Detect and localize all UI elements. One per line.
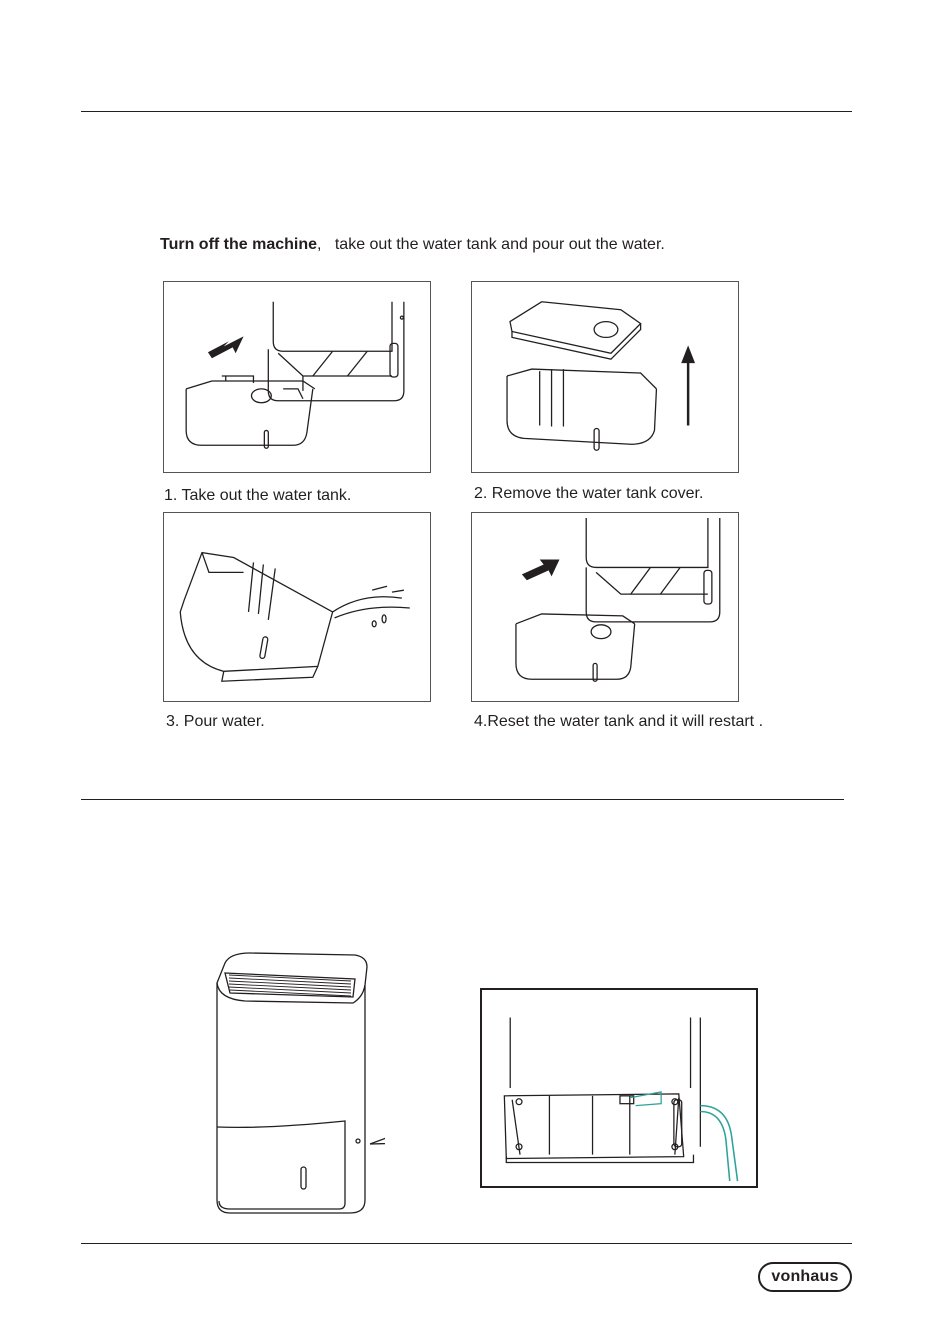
intro-rest: take out the water tank and pour out the water.: [334, 236, 665, 253]
step4-illustration: [471, 512, 739, 702]
step3-illustration: [163, 512, 431, 702]
water-splash-icon: [333, 586, 410, 627]
arrow-right-icon: [522, 560, 560, 581]
step4-caption: 4.Reset the water tank and it will restart .: [474, 713, 764, 730]
step1-caption: 1. Take out the water tank.: [164, 487, 352, 504]
intro-comma: ,: [317, 236, 322, 253]
vonhaus-logo: vonhaus: [758, 1262, 852, 1292]
intro-text: [160, 236, 665, 254]
bottom-rule: [81, 1243, 852, 1244]
arrow-left-icon: [208, 336, 244, 358]
step2-illustration: [471, 281, 739, 473]
step2-caption: 2. Remove the water tank cover.: [474, 485, 704, 502]
middle-rule: [81, 799, 844, 800]
top-rule: [81, 111, 852, 112]
step1-illustration: [163, 281, 431, 473]
step3-caption: 3. Pour water.: [166, 713, 265, 730]
dehumidifier-illustration: [205, 945, 385, 1220]
intro-bold: Turn off the machine: [160, 236, 318, 253]
drain-detail-inset: [480, 988, 758, 1188]
